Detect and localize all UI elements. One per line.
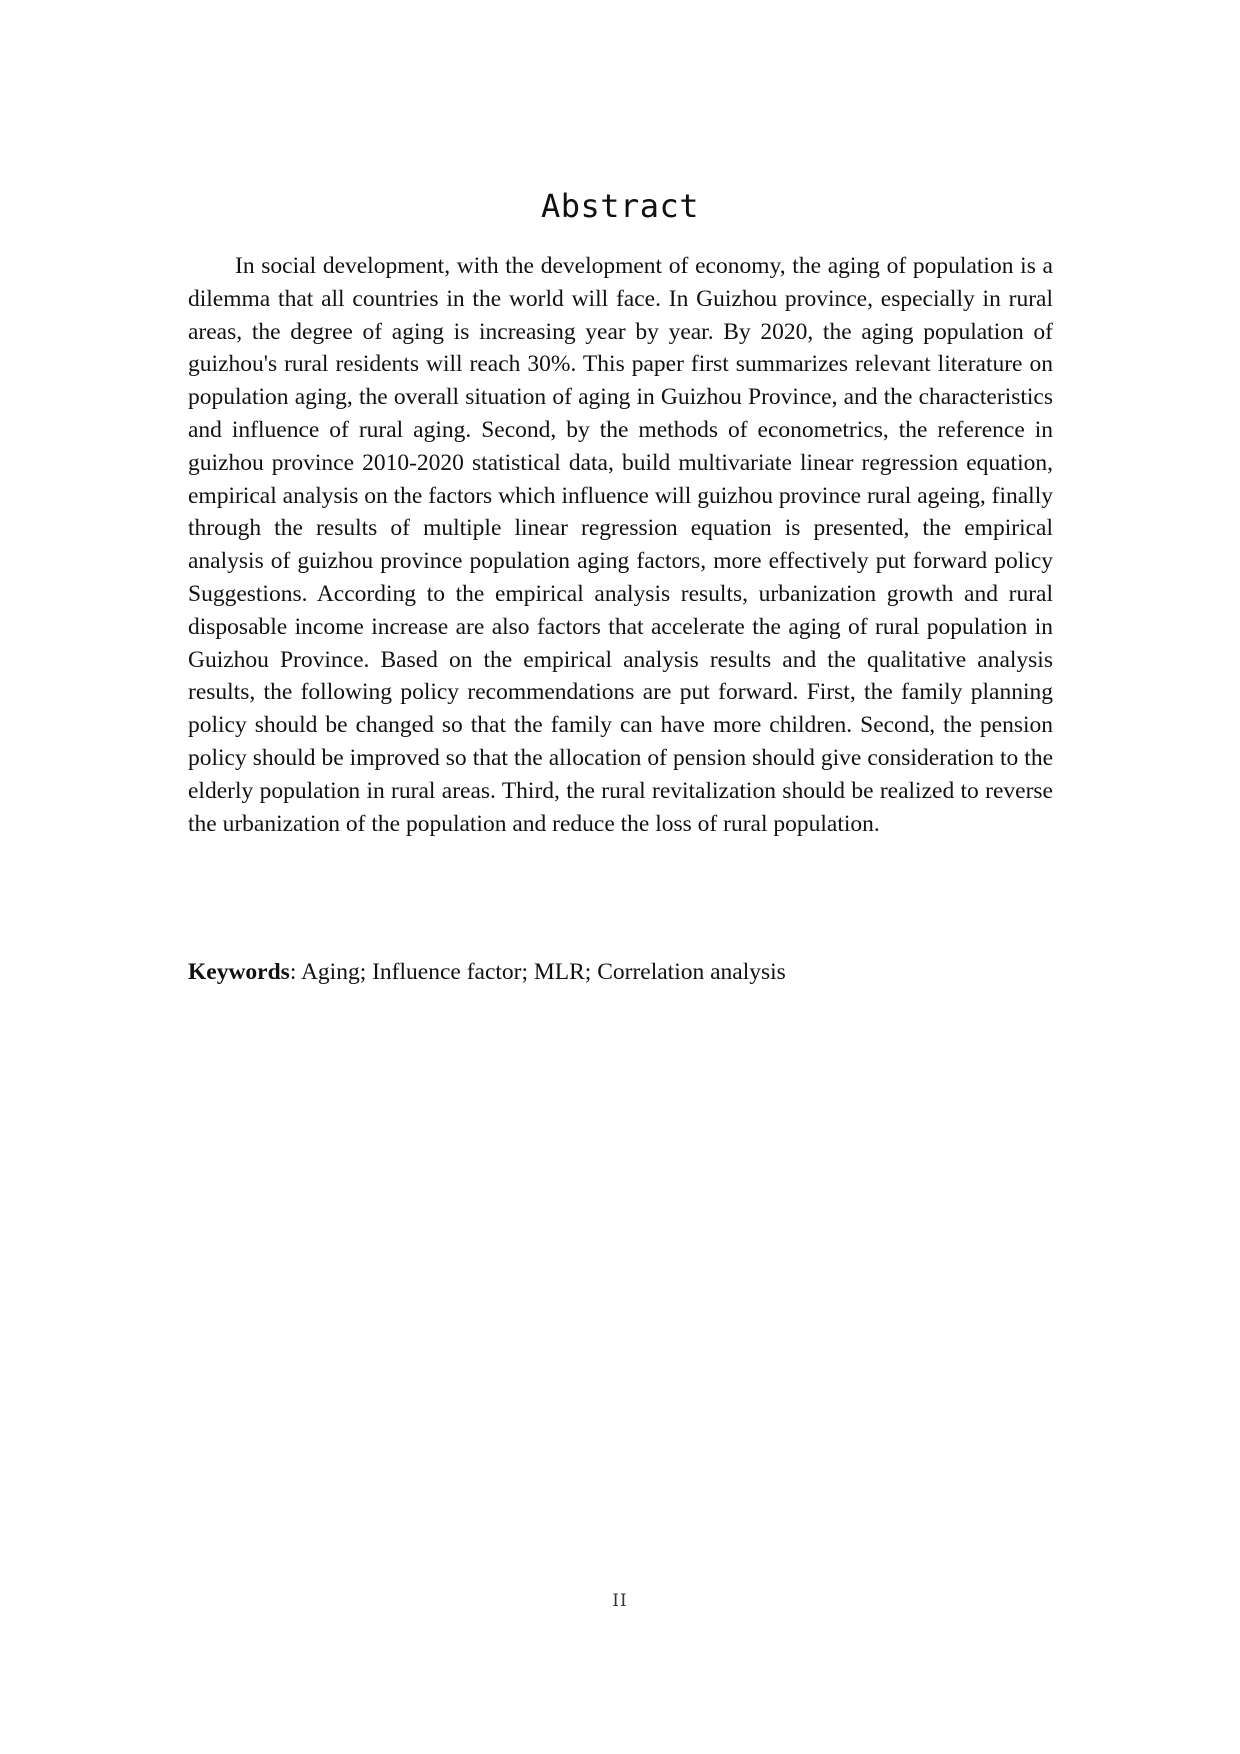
keywords-label: Keywords bbox=[188, 959, 290, 985]
abstract-title: Abstract bbox=[540, 187, 700, 225]
abstract-paragraph: In social development, with the development of economy, the aging of population is a dilemma that all countries in the world will face. In Guizhou province, especially in rural areas, the degree of aging is increasing year by year. By 2020, the aging population of guizhou's rural residents will reach 30%. This paper first summarizes relevant literature on population aging, the overall situation of aging in Guizhou Province, and the characteristics and influence of rural aging. Second, by the methods of econometrics, the reference in guizhou province 2010-2020 statistical data, build multivariate linear regression equation, empirical analysis on the factors which influence will guizhou province rural ageing, finally through the results of multiple linear regression equation is presented, the empirical analysis of guizhou province population aging factors, more effectively put forward policy Suggestions. According to the empirical analysis results, urbanization growth and rural disposable income increase are also factors that accelerate the aging of rural population in Guizhou Province. Based on the empirical analysis results and the qualitative analysis results, the following policy recommendations are put forward. First, the family planning policy should be changed so that the family can have more children. Second, the pension policy should be improved so that the allocation of pension should give consideration to the elderly population in rural areas. Third, the rural revitalization should be realized to reverse the urbanization of the population and reduce the loss of rural population. bbox=[188, 253, 1053, 837]
page-number: II bbox=[612, 1591, 628, 1611]
keywords-value: Aging; Influence factor; MLR; Correlation analysis bbox=[300, 959, 786, 985]
keywords-separator: : bbox=[289, 959, 301, 985]
keywords-line bbox=[188, 956, 1053, 988]
